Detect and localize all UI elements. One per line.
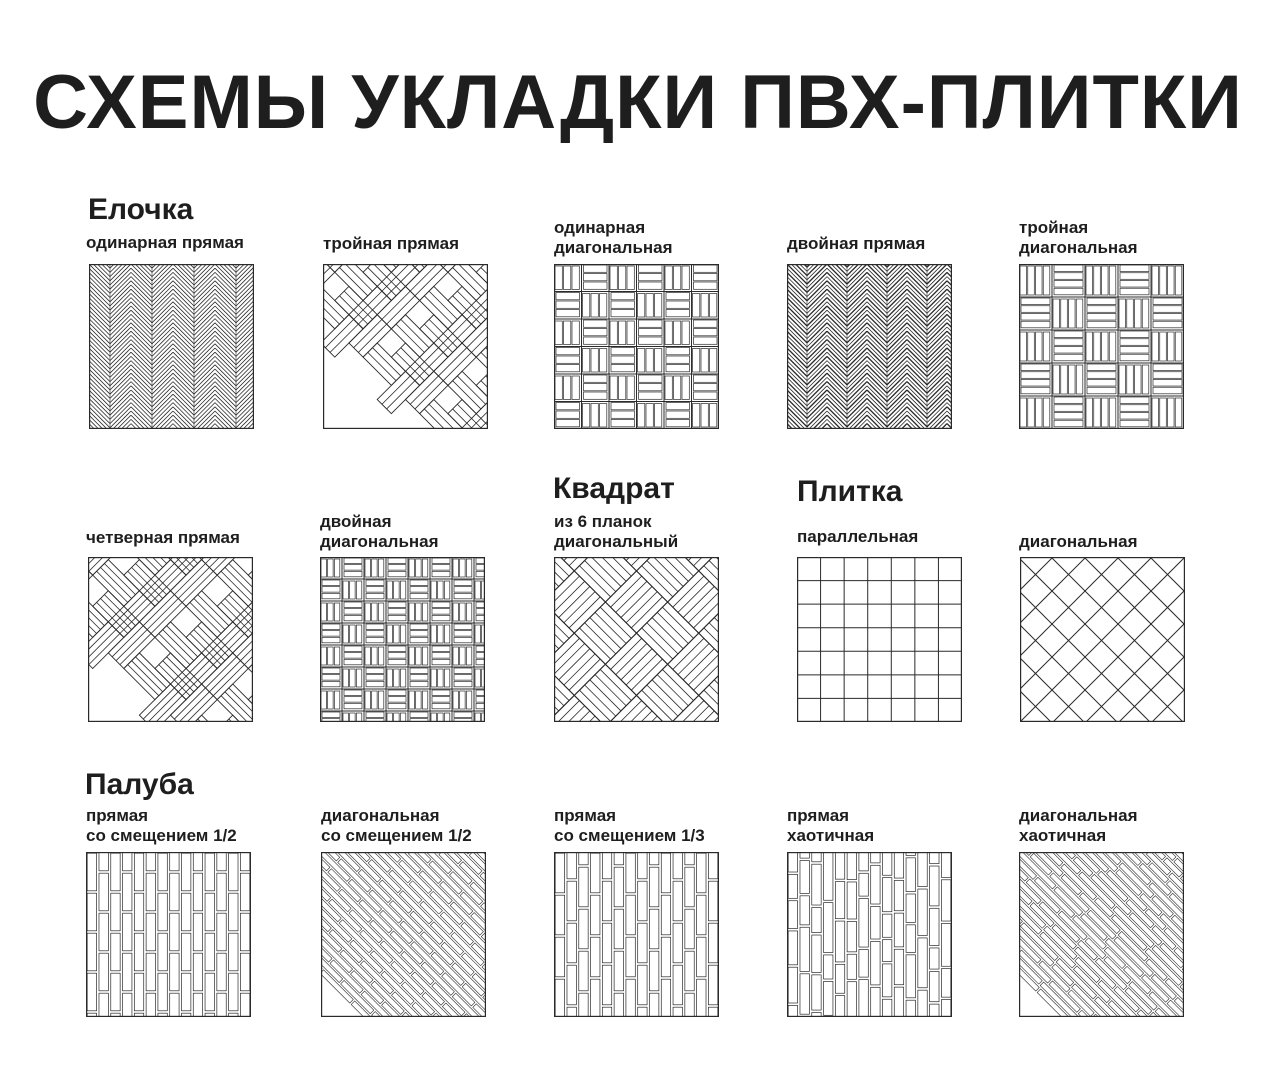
section-heading-plitka: Плитка (797, 475, 903, 508)
caption-deck-straight-random: прямая хаотичная (787, 806, 875, 845)
caption-herringbone-double-diagonal: двойная диагональная (320, 512, 439, 551)
caption-herringbone-triple-diagonal: тройная диагональная (1019, 218, 1138, 257)
pattern-tile-grid-diagonal (1020, 557, 1185, 722)
caption-herringbone-single: одинарная прямая (86, 233, 244, 252)
pattern-deck-diagonal-random (1019, 852, 1184, 1017)
caption-herringbone-double: двойная прямая (787, 234, 926, 253)
caption-herringbone-triple: тройная прямая (323, 234, 459, 253)
pattern-herringbone-double-diagonal (320, 557, 485, 722)
pattern-deck-straight-random (787, 852, 952, 1017)
caption-square-6-planks: из 6 планок диагональный (554, 512, 679, 551)
page-title: СХЕМЫ УКЛАДКИ ПВХ-ПЛИТКИ (33, 60, 1243, 145)
caption-tile-diagonal: диагональная (1019, 532, 1138, 551)
caption-herringbone-quadruple: четверная прямая (86, 528, 240, 547)
caption-deck-straight-third: прямая со смещением 1/3 (554, 806, 705, 845)
pattern-herringbone-triple-diagonal (1019, 264, 1184, 429)
pattern-tile-grid-parallel (797, 557, 962, 722)
section-heading-kvadrat: Квадрат (553, 472, 675, 505)
pattern-herringbone-quadruple (88, 557, 253, 722)
caption-deck-diagonal-half: диагональная со смещением 1/2 (321, 806, 472, 845)
pattern-square-6-planks-diagonal (554, 557, 719, 722)
pattern-herringbone-single (89, 264, 254, 429)
pattern-herringbone-double (787, 264, 952, 429)
caption-deck-straight-half: прямая со смещением 1/2 (86, 806, 237, 845)
pattern-herringbone-single-diagonal (554, 264, 719, 429)
pattern-deck-straight-offset-third (554, 852, 719, 1017)
pattern-deck-straight-offset-half (86, 852, 251, 1017)
section-heading-paluba: Палуба (85, 768, 194, 801)
section-heading-elochka: Елочка (88, 193, 194, 226)
caption-herringbone-single-diagonal: одинарная диагональная (554, 218, 673, 257)
pattern-herringbone-triple (323, 264, 488, 429)
pattern-deck-diagonal-offset-half (321, 852, 486, 1017)
caption-tile-parallel: параллельная (797, 527, 919, 546)
caption-deck-diagonal-random: диагональная хаотичная (1019, 806, 1138, 845)
